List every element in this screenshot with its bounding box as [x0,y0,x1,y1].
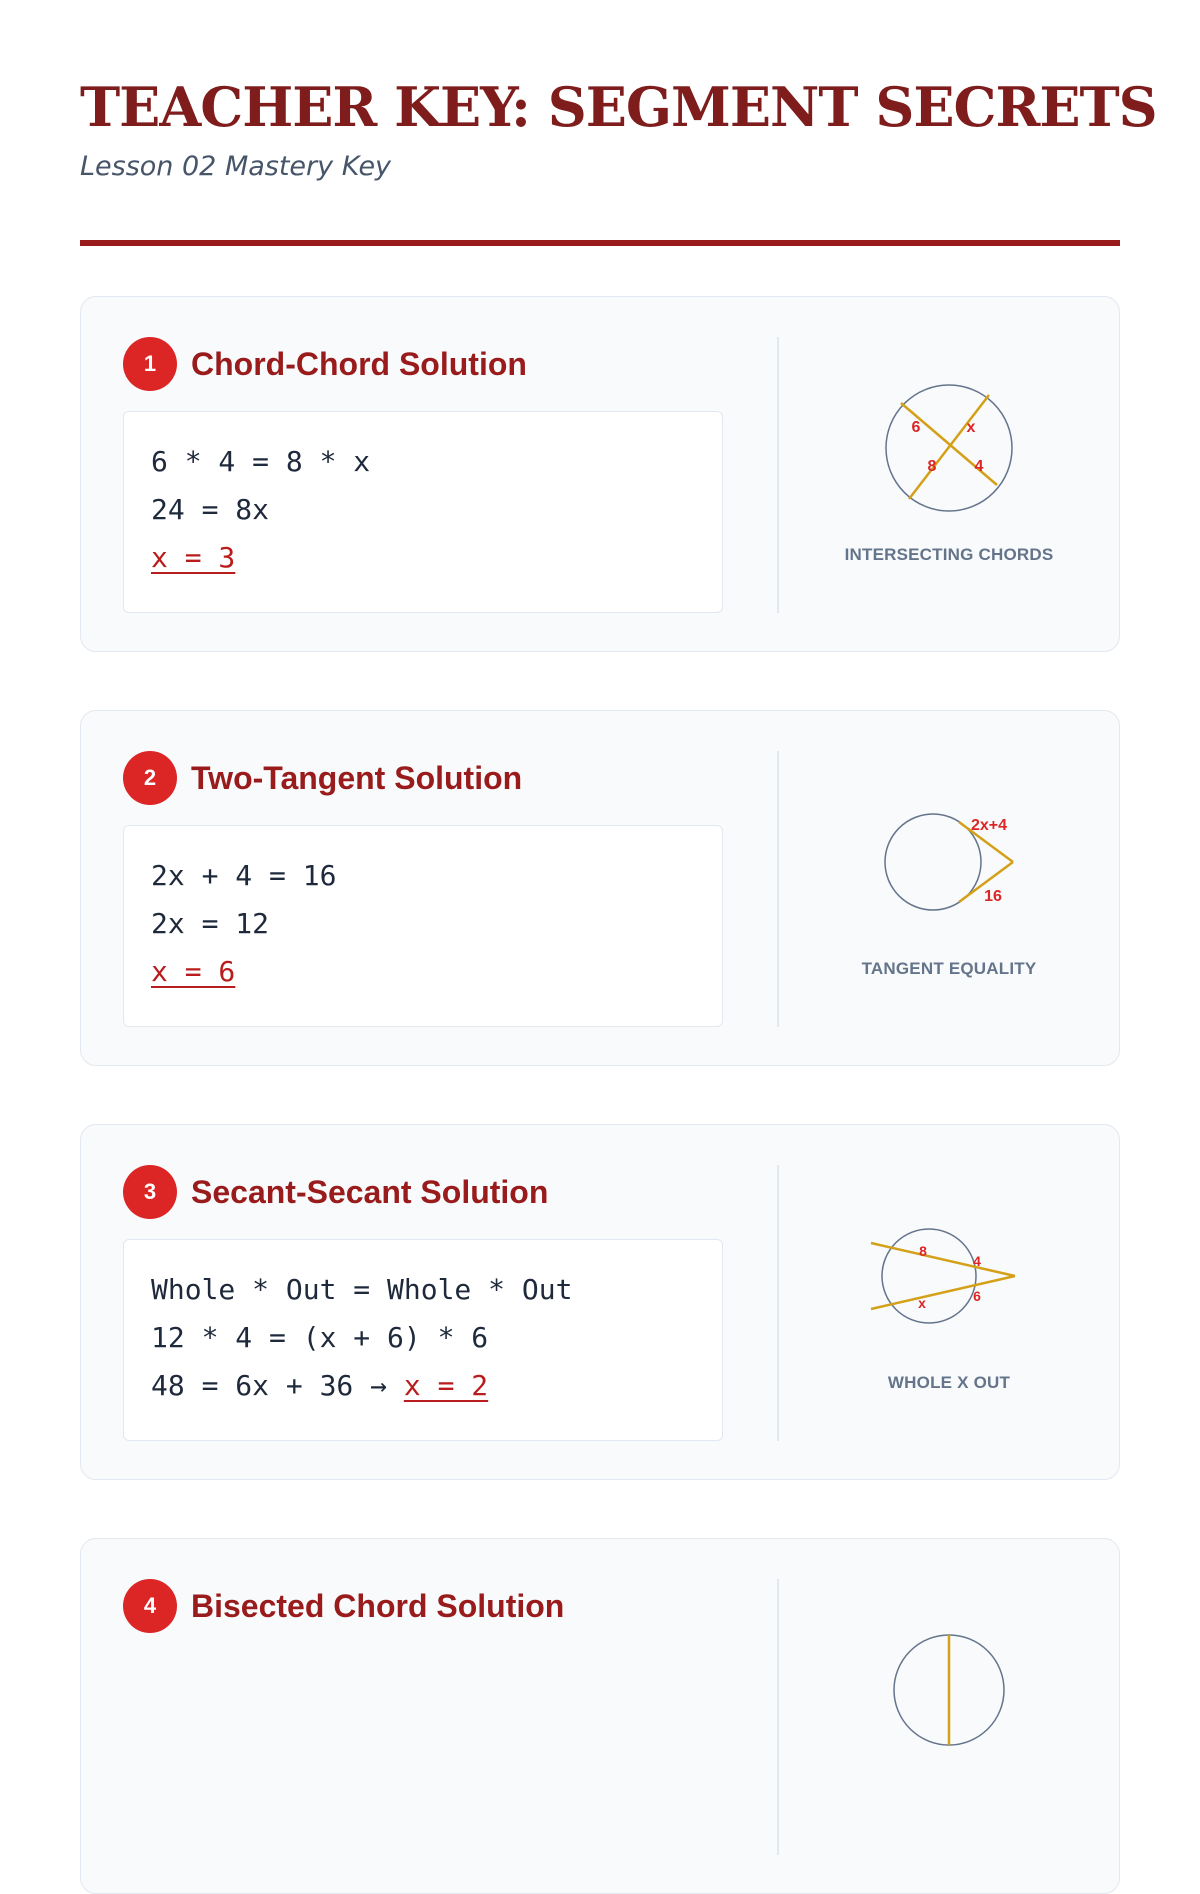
segment-label: 6 [973,1288,981,1304]
segment-label: 6 [911,419,921,436]
work-line: 2x = 12 [151,907,270,940]
diagram-panel [809,751,1089,1027]
bisected-chord-diagram [809,1615,1089,1765]
secant-segment [871,1243,1015,1276]
problem-card-1 [80,296,1120,652]
work-line: 6 * 4 = 8 * x [151,445,371,478]
problem-card-2 [80,710,1120,1066]
problem-number-badge: 3 [123,1165,177,1219]
problem-header [123,1165,723,1219]
segment-label: 8 [919,1243,927,1259]
intersecting-chords-diagram [809,373,1089,523]
card-divider [777,1165,779,1441]
work-box [123,1239,723,1441]
problem-title: Secant-Secant Solution [191,1173,549,1210]
work-box [123,411,723,613]
segment-label: x [966,419,976,436]
problem-title: Two-Tangent Solution [191,759,523,796]
work-box [123,825,723,1027]
chord-segment [909,395,989,499]
final-answer: x = 6 [151,955,236,988]
work-line: 24 = 8x [151,493,270,526]
answer-line [151,948,695,996]
segment-label: 16 [984,888,1002,905]
diagram-caption: INTERSECTING CHORDS [844,545,1054,564]
card-divider [777,751,779,1027]
page-subtitle: Lesson 02 Mastery Key [80,151,392,183]
page-header [80,75,1157,183]
work-line: 2x + 4 = 16 [151,859,337,892]
problem-header [123,1579,723,1633]
problem-title: Bisected Chord Solution [191,1587,565,1624]
segment-label: 8 [927,458,937,475]
answer-prefix: 48 = 6x + 36 → [151,1369,404,1402]
page-title: TEACHER KEY: SEGMENT SECRETS [80,75,1157,139]
solution-panel [123,1579,723,1633]
work-line: 12 * 4 = (x + 6) * 6 [151,1321,489,1354]
tangent-equality-diagram [809,787,1089,937]
solution-panel [123,337,723,613]
answer-line [151,534,695,582]
segment-label: 4 [974,458,984,475]
work-line: Whole * Out = Whole * Out [151,1273,573,1306]
problem-card-3 [80,1124,1120,1480]
segment-label: 2x+4 [970,817,1008,834]
card-divider [777,1579,779,1855]
diagram-panel [809,1579,1089,1855]
secant-secant-diagram [809,1201,1089,1351]
title-divider [80,240,1120,246]
problem-number-badge: 2 [123,751,177,805]
diagram-caption: TANGENT EQUALITY [861,959,1037,978]
problem-number-badge: 1 [123,337,177,391]
segment-label: x [918,1295,926,1311]
diagram-panel [809,337,1089,613]
final-answer: x = 3 [151,541,236,574]
secant-segment [871,1276,1015,1309]
final-answer: x = 2 [403,1369,489,1402]
diagram-panel [809,1165,1089,1441]
solution-panel [123,1165,723,1441]
diagram-caption: WHOLE X OUT [887,1373,1011,1392]
diagram-circle [882,1229,976,1323]
segment-label: 4 [973,1253,981,1269]
problem-header [123,751,723,805]
problem-number-badge: 4 [123,1579,177,1633]
problem-header [123,337,723,391]
card-divider [777,337,779,613]
answer-line [151,1362,695,1410]
solution-panel [123,751,723,1027]
problem-title: Chord-Chord Solution [191,345,527,382]
problem-card-4 [80,1538,1120,1894]
